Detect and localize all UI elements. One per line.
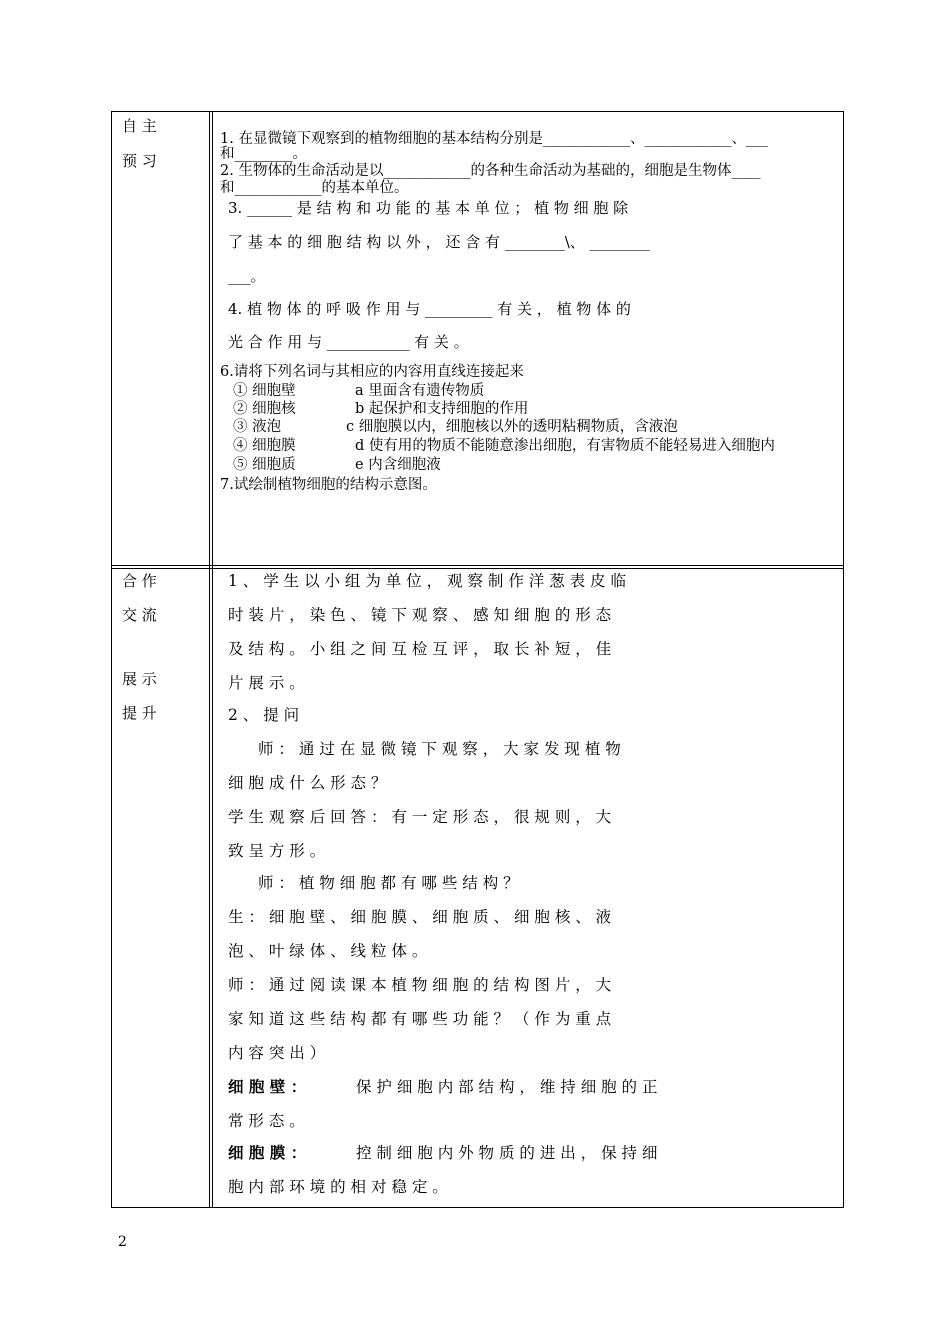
teacher-question-3-line-1: 师 ： 通 过 阅 读 课 本 植 物 细 胞 的 结 构 图 片 ， 大 bbox=[228, 976, 612, 994]
match-definition: c 细胞膜以内，细胞核以外的透明粘稠物质，含液泡 bbox=[346, 419, 678, 435]
question-4-line-2: 光 合 作 用 与 ___________ 有 关 。 bbox=[228, 333, 469, 351]
question-7: 7.试绘制植物细胞的结构示意图。 bbox=[220, 477, 437, 493]
question-2-line-2: 和____________的基本单位。 bbox=[220, 180, 409, 196]
cell-membrane-term: 细 胞 膜 ： bbox=[228, 1143, 307, 1162]
page-number: 2 bbox=[118, 1234, 127, 1250]
match-term: ③ 液泡 bbox=[233, 419, 282, 435]
teacher-question-1-line-1: 师 ： 通 过 在 显 微 镜 下 观 察 ， 大 家 发 现 植 物 bbox=[258, 740, 621, 758]
question-3-line-3: ___。 bbox=[228, 267, 266, 285]
teacher-question-3-line-3: 内 容 突 出 ） bbox=[228, 1044, 326, 1062]
student-answer-2-line-2: 泡 、 叶 绿 体 、 线 粒 体 。 bbox=[228, 942, 428, 960]
question-1-line-2: 和________。 bbox=[220, 146, 307, 162]
activity-1-line-1: 1 、 学 生 以 小 组 为 单 位 ， 观 察 制 作 洋 葱 表 皮 临 bbox=[228, 572, 626, 590]
question-6-title: 6.请将下列名词与其相应的内容用直线连接起来 bbox=[220, 364, 524, 380]
label-exchange: 交 流 bbox=[122, 606, 157, 624]
cell-wall-function-line-1: 保 护 细 胞 内 部 结 构 ， 维 持 细 胞 的 正 bbox=[356, 1078, 658, 1096]
match-definition: b 起保护和支持细胞的作用 bbox=[355, 401, 529, 417]
question-4-line-1: 4. 植 物 体 的 呼 吸 作 用 与 _________ 有 关 ， 植 物 体 的 bbox=[228, 300, 631, 318]
question-3-line-1: 3. ______ 是 结 构 和 功 能 的 基 本 单 位 ； 植 物 细 胞 除 bbox=[228, 199, 629, 217]
teacher-question-1-line-2: 细 胞 成 什 么 形 态 ？ bbox=[228, 774, 387, 792]
label-cooperate: 合 作 bbox=[122, 572, 157, 590]
cell-wall-term: 细 胞 壁 ： bbox=[228, 1077, 307, 1096]
label-show: 展 示 bbox=[122, 670, 157, 688]
row-divider bbox=[112, 565, 843, 566]
match-term: ② 细胞核 bbox=[233, 401, 296, 417]
match-definition: a 里面含有遗传物质 bbox=[355, 383, 485, 399]
label-improve: 提 升 bbox=[122, 704, 157, 722]
match-definition: e 内含细胞液 bbox=[355, 457, 441, 473]
cell-membrane-function-line-1: 控 制 细 胞 内 外 物 质 的 进 出 ， 保 持 细 bbox=[356, 1144, 658, 1162]
worksheet-table bbox=[111, 111, 844, 1208]
teacher-question-2: 师 ： 植 物 细 胞 都 有 哪 些 结 构 ？ bbox=[258, 874, 519, 892]
question-3-line-2: 了 基 本 的 细 胞 结 构 以 外 ， 还 含 有 ________\、 ________ bbox=[228, 233, 650, 251]
question-2-line-1: 2. 生物体的生命活动是以____________的各种生命活动为基础的，细胞是生物体____ bbox=[220, 163, 761, 179]
label-self-study bbox=[122, 117, 188, 135]
match-definition: d 使有用的物质不能随意渗出细胞，有害物质不能轻易进入细胞内 bbox=[355, 438, 775, 454]
label-preview: 预 习 bbox=[122, 152, 157, 170]
row-divider-inner bbox=[112, 568, 843, 569]
activity-2-heading: 2 、 提 问 bbox=[228, 706, 300, 724]
activity-1-line-2: 时 装 片 ， 染 色 、 镜 下 观 察 、 感 知 细 胞 的 形 态 bbox=[228, 606, 612, 624]
cell-wall-function-line-2: 常 形 态 。 bbox=[228, 1112, 305, 1130]
column-divider bbox=[209, 112, 210, 1207]
question-1-line-1: 1. 在显微镜下观察到的植物细胞的基本结构分别是____________、____________、___ bbox=[220, 131, 768, 147]
column-divider-inner bbox=[212, 112, 213, 1207]
match-term: ⑤ 细胞质 bbox=[233, 457, 296, 473]
teacher-question-3-line-2: 家 知 道 这 些 结 构 都 有 哪 些 功 能 ？ （ 作 为 重 点 bbox=[228, 1010, 612, 1028]
student-answer-1-line-1: 学 生 观 察 后 回 答 ： 有 一 定 形 态 ， 很 规 则 ， 大 bbox=[228, 808, 612, 826]
student-answer-1-line-2: 致 呈 方 形 。 bbox=[228, 842, 326, 860]
match-term: ④ 细胞膜 bbox=[233, 438, 296, 454]
label-self-study-text: 自 主 bbox=[122, 117, 157, 135]
activity-1-line-4: 片 展 示 。 bbox=[228, 674, 305, 692]
cell-membrane-function-line-2: 胞 内 部 环 境 的 相 对 稳 定 。 bbox=[228, 1178, 448, 1196]
activity-1-line-3: 及 结 构 。 小 组 之 间 互 检 互 评 ， 取 长 补 短 ， 佳 bbox=[228, 640, 612, 658]
student-answer-2-line-1: 生 ： 细 胞 壁 、 细 胞 膜 、 细 胞 质 、 细 胞 核 、 液 bbox=[228, 908, 612, 926]
match-term: ① 细胞壁 bbox=[233, 383, 296, 399]
